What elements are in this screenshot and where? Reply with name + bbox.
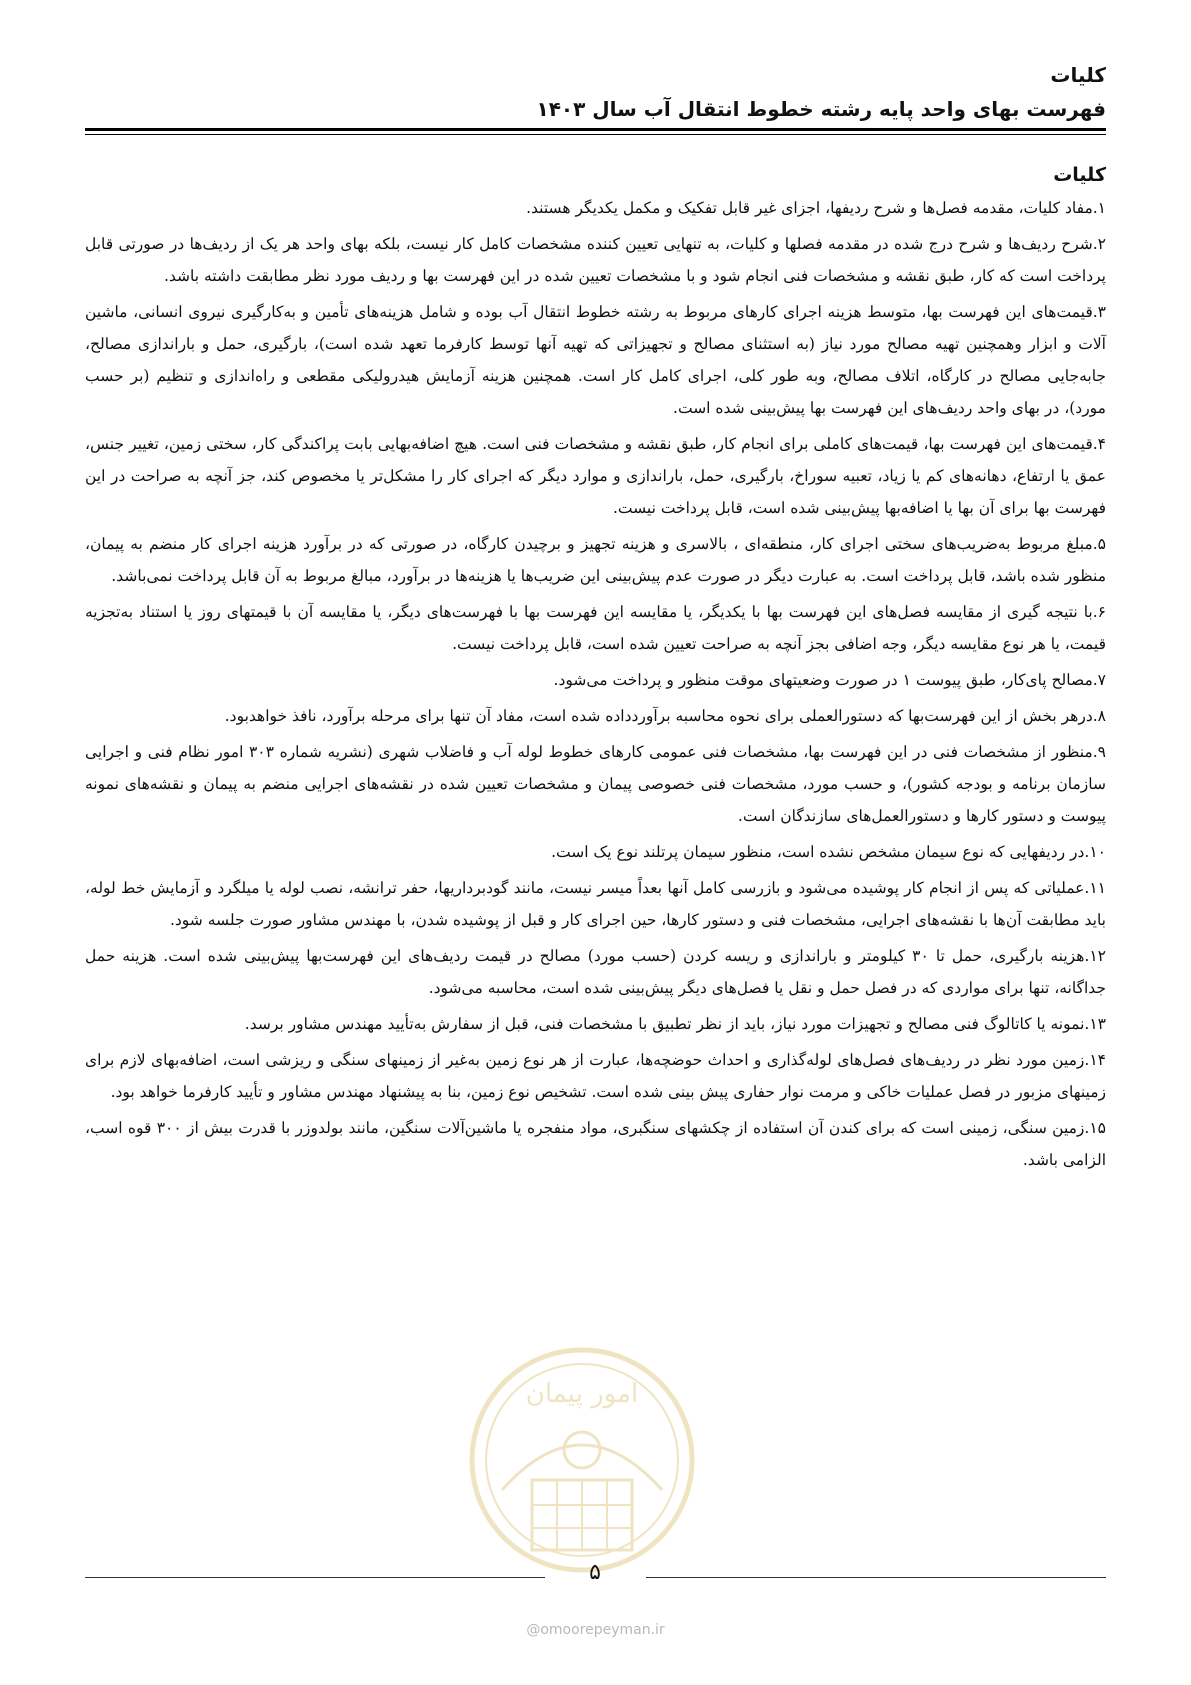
- paragraph-3: ۳.قیمت‌های این فهرست بها، متوسط هزینه اجرای کارهای مربوط به رشته خطوط انتقال آب بوده و شامل هزینه‌های تأمین و به‌کارگیری نیروی انسانی، ماشین آلات و ابزار وهمچنین تهیه مصالح مورد نیاز (به استثنای مصالح و تجهیزاتی که تهیه آنها توسط کارفرما تعهد شده است)، بارگیری، حمل و باراندازی مصالح، جابه‌جایی مصالح در کارگاه، اتلاف مصالح، وبه طور کلی، اجرای کامل کار است. همچنین هزینه آزمایش هیدرولیکی مقطعی و راه‌اندازی و تنظیم (بر حسب مورد)، در بهای واحد ردیف‌های این فهرست بها پیش‌بینی شده است.: [85, 303, 1106, 417]
- paragraph-5: ۵.مبلغ مربوط به‌ضریب‌های سختی اجرای کار، منطقه‌ای ، بالاسری و هزینه تجهیز و برچیدن کارگاه، در صورتی که در برآورد هزینه اجرای کار منضم به پیمان، منظور شده باشد، قابل پرداخت است. به عبارت دیگر در صورت عدم پیش‌بینی این ضریب‌ها یا هزینه‌ها در برآورد، مبالغ مربوط به آن قابل پرداخت نمی‌باشد.: [85, 535, 1106, 585]
- watermark-text: امور پیمان: [525, 1379, 639, 1409]
- paragraph-13: ۱۳.نمونه یا کاتالوگ فنی مصالح و تجهیزات مورد نیاز، باید از نظر تطبیق با مشخصات فنی، قبل از سفارش به‌تأیید مهندس مشاور برسد.: [244, 1015, 1106, 1033]
- footer-website: @omoorepeyman.ir: [526, 1622, 665, 1638]
- paragraph-9: ۹.منظور از مشخصات فنی در این فهرست بها، مشخصات فنی عمومی کارهای خطوط لوله آب و فاضلاب شهری (نشریه شماره ۳۰۳ امور نظام فنی و اجرایی سازمان برنامه و بودجه کشور)، و حسب مورد، مشخصات فنی خصوصی پیمان و مشخصات تعیین شده در نقشه‌های اجرایی منضم به پیمان و نقشه‌های نمونه پیوست و دستور کارها و دستورالعمل‌های سازندگان است.: [85, 743, 1106, 825]
- paragraph-10: ۱۰.در ردیفهایی که نوع سیمان مشخص نشده است، منظور سیمان پرتلند نوع یک است.: [551, 843, 1106, 861]
- header-title: کلیات: [1050, 63, 1106, 87]
- paragraph-6: ۶.با نتیجه گیری از مقایسه فصل‌های این فهرست بها با یکدیگر، یا مقایسه این فهرست بها با فهرست‌های دیگر، یا مقایسه آن با قیمتهای روز یا استناد به‌تجزیه قیمت، یا هر نوع مقایسه دیگر، وجه اضافی بجز آنچه به صراحت تعیین شده است، قابل پرداخت نیست.: [85, 603, 1106, 653]
- paragraph-2: ۲.شرح ردیف‌ها و شرح درج شده در مقدمه فصلها و کلیات، به تنهایی تعیین کننده مشخصات کامل کار نیست، بلکه بهای واحد هر یک از ردیف‌ها در صورتی قابل پرداخت است که کار، طبق نقشه و مشخصات فنی انجام شود و با مشخصات تعیین شده در این فهرست بها و ردیف مورد نظر مطابقت داشته باشد.: [85, 235, 1106, 285]
- page-number: ۵: [589, 1560, 601, 1585]
- main-content: [85, 160, 1106, 1180]
- page-header: [85, 58, 1106, 126]
- header-rule-thick: [85, 128, 1106, 131]
- paragraph-7: ۷.مصالح پای‌کار، طبق پیوست ۱ در صورت وضعیتهای موقت منظور و پرداخت می‌شود.: [553, 671, 1106, 689]
- footer-rule-left: [85, 1577, 545, 1578]
- paragraph-8: ۸.درهر بخش از این فهرست‌بها که دستورالعملی برای نحوه محاسبه برآورد‌داده شده است، مفاد آن تنها برای مرحله برآورد، نافذ خواهدبود.: [224, 707, 1106, 725]
- header-rule-thin: [85, 134, 1106, 135]
- paragraph-4: ۴.قیمت‌های این فهرست بها، قیمت‌های کاملی برای انجام کار، طبق نقشه و مشخصات فنی است. هیچ اضافه‌بهایی بابت پراکندگی کار، سختی زمین، تغییر جنس، عمق یا ارتفاع، دهانه‌های کم یا زیاد، تعبیه سوراخ، بارگیری، حمل، باراندازی و موارد دیگر که اجرای کار را مشکل‌تر یا مخصوص کند، جز آنچه به صراحت در این فهرست بها برای آن بها یا اضافه‌بها پیش‌بینی شده است، قابل پرداخت نیست.: [85, 435, 1106, 517]
- footer-rule-right: [646, 1577, 1106, 1578]
- paragraph-12: ۱۲.هزینه بارگیری، حمل تا ۳۰ کیلومتر و باراندازی و ریسه کردن (حسب مورد) مصالح در قیمت ردیف‌های این فهرست‌بها پیش‌بینی شده است. هزینه حمل جداگانه، تنها برای مواردی که در فصل حمل و نقل یا فصل‌های دیگر پیش‌بینی شده است، محاسبه می‌شود.: [85, 947, 1106, 997]
- paragraph-1: ۱.مفاد کلیات، مقدمه فصل‌ها و شرح ردیفها، اجزای غیر قابل تفکیک و مکمل یکدیگر هستند.: [526, 199, 1106, 217]
- watermark-seal-icon: [462, 1340, 702, 1580]
- header-subtitle: فهرست بهای واحد پایه رشته خطوط انتقال آب سال ۱۴۰۳: [536, 97, 1106, 121]
- paragraph-14: ۱۴.زمین مورد نظر در ردیف‌های فصل‌های لوله‌گذاری و احداث حوضچه‌ها، عبارت از هر نوع زمین به‌غیر از زمینهای سنگی و ریزشی است، اضافه‌بهای لازم برای زمینهای مزبور در فصل عملیات خاکی و مرمت نوار حفاری پیش بینی شده است. تشخیص نوع زمین، بنا به پیشنهاد مهندس مشاور و تأیید کارفرما خواهد بود.: [85, 1051, 1106, 1101]
- paragraph-11: ۱۱.عملیاتی که پس از انجام کار پوشیده می‌شود و بازرسی کامل آنها بعداً میسر نیست، مانند گودبرداریها، حفر ترانشه، نصب لوله یا میلگرد و آزمایش خط لوله، باید مطابقت آن‌ها با نقشه‌های اجرایی، مشخصات فنی و دستور کارها، حین اجرای کار و قبل از پوشیده شدن، با مهندس مشاور صورت جلسه شود.: [85, 879, 1106, 929]
- paragraph-15: ۱۵.زمین سنگی، زمینی است که برای کندن آن استفاده از چکشهای سنگبری، مواد منفجره یا ماشین‌آلات سنگین، مانند بولدوزر با قدرت بیش از ۳۰۰ قوه اسب، الزامی باشد.: [85, 1119, 1106, 1169]
- section-heading: کلیات: [1053, 164, 1106, 186]
